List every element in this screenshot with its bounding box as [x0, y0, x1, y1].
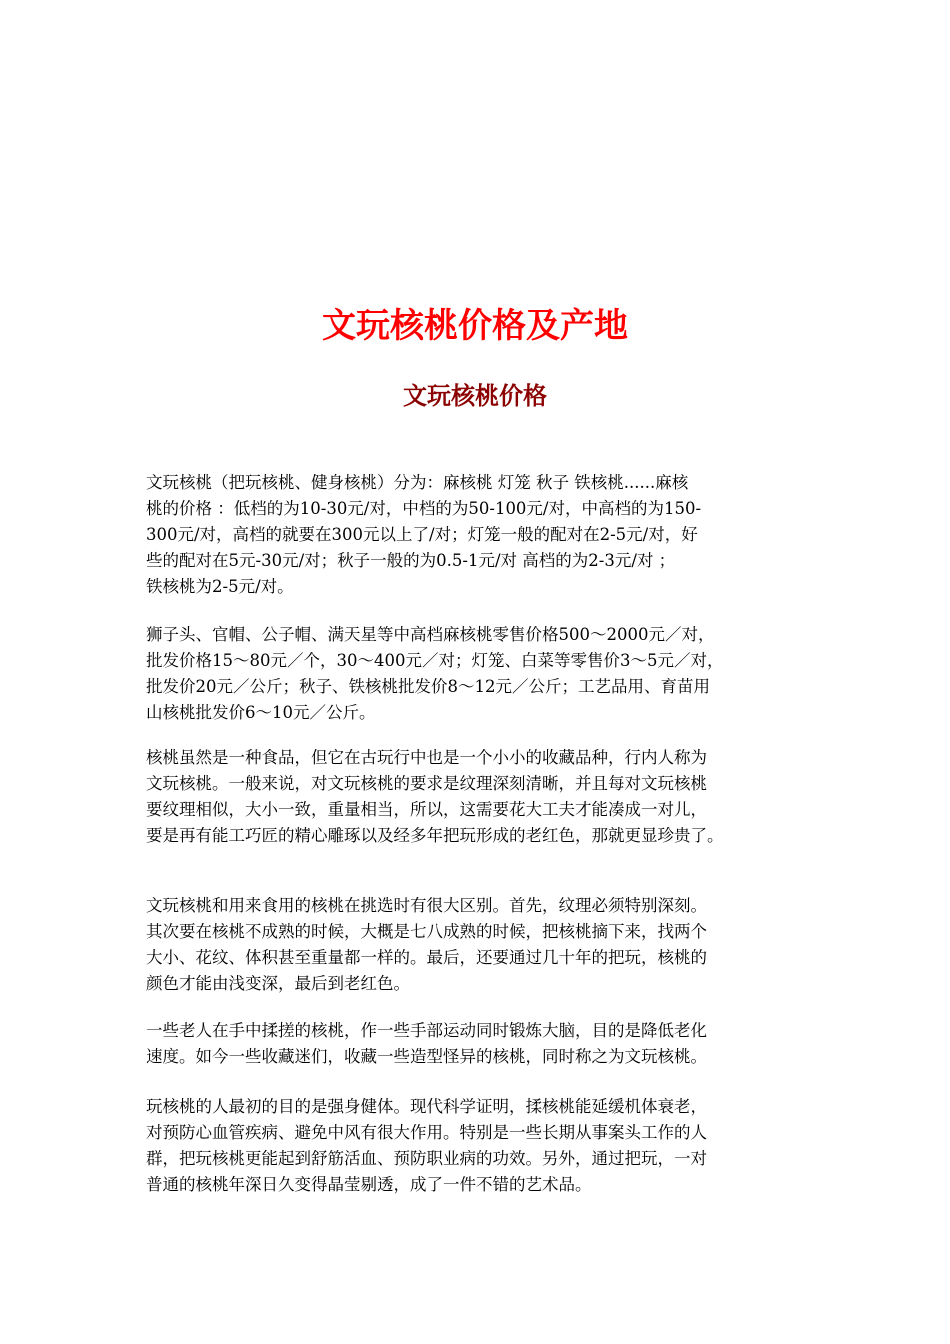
- paragraph-retail-wholesale-prices: 狮子头、官帽、公子帽、满天星等中高档麻核桃零售价格500～2000元／对， 批发价格15～80元／个，30～400元／对；灯笼、白菜等零售价3～5元／对， 批发价20元／公斤；秋子、铁核桃批发价8～12元／公斤；工艺品用、育苗用 山核桃批发价6～10元／公斤。: [146, 625, 724, 722]
- paragraph-selection-differences: 文玩核桃和用来食用的核桃在挑选时有很大区别。首先，纹理必须特别深刻。 其次要在核桃不成熟的时候，大概是七八成熟的时候，把核桃摘下来，找两个 大小、花纹、体积甚至重量都一样的。最后，还要通过几十年的把玩，核桃的 颜色才能由浅变深，最后到老红色。: [146, 896, 707, 993]
- paragraph-price-categories: 文玩核桃（把玩核桃、健身核桃）分为：麻核桃 灯笼 秋子 铁核桃......麻核 桃的价格 ：低档的为10-30元/对，中档的为50-100元/对，中高档的为150- 300元/对，高档的就要在300元以上了/对；灯笼一般的配对在2-5元/对，好 些的配对在5元-30元/对；秋子一般的为0.5-1元/对 高档的为2-3元/对 ； 铁核桃为2-5元/对。: [146, 473, 702, 596]
- paragraph-elderly-usage: 一些老人在手中揉搓的核桃，作一些手部运动同时锻炼大脑，目的是降低老化 速度。如今一些收藏迷们，收藏一些造型怪异的核桃，同时称之为文玩核桃。: [146, 1021, 707, 1066]
- document-title: 文玩核桃价格及产地: [322, 306, 628, 346]
- paragraph-health-benefits: 玩核桃的人最初的目的是强身健体。现代科学证明，揉核桃能延缓机体衰老， 对预防心血管疾病、避免中风有很大作用。特别是一些长期从事案头工作的人 群，把玩核桃更能起到舒筋活血、预防职业病的功效。另外，通过把玩，一对 普通的核桃年深日久变得晶莹剔透，成了一件不错的艺术品。: [146, 1097, 707, 1194]
- section-heading: 文玩核桃价格: [403, 382, 547, 410]
- paragraph-collectible-intro: 核桃虽然是一种食品，但它在古玩行中也是一个小小的收藏品种，行内人称为 文玩核桃。一般来说，对文玩核桃的要求是纹理深刻清晰，并且每对文玩核桃 要纹理相似，大小一致，重量相当，所以，这需要花大工夫才能凑成一对儿， 要是再有能工巧匠的精心雕琢以及经多年把玩形成的老红色，那就更显珍贵了。: [146, 748, 724, 845]
